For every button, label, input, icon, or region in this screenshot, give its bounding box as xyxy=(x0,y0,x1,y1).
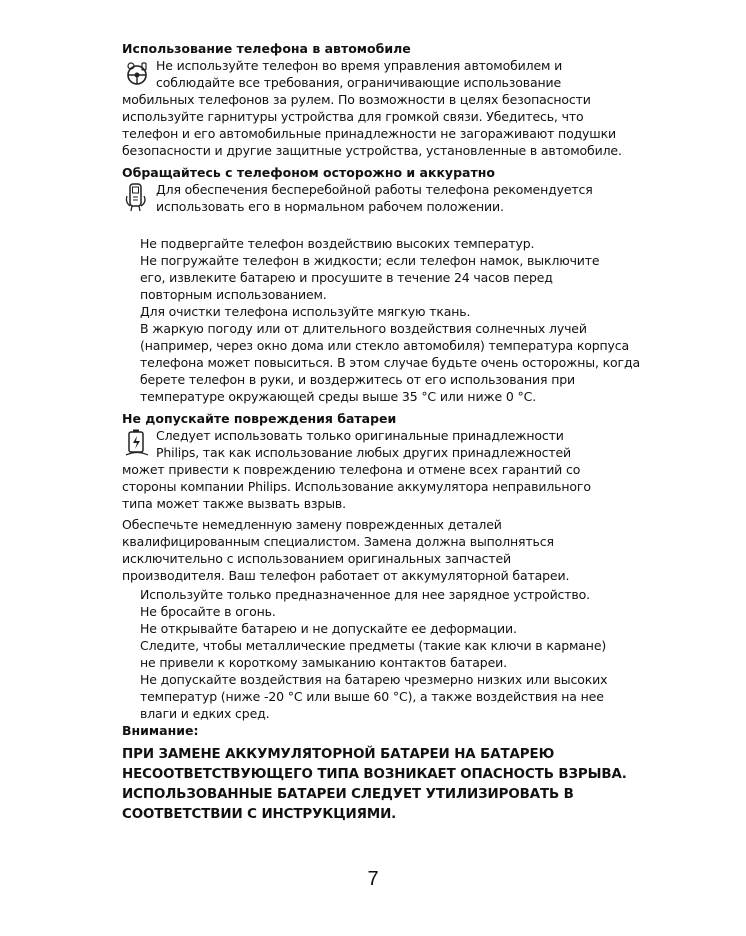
text-line: Обеспечьте немедленную замену поврежденных деталей xyxy=(122,517,502,532)
list-item: не привели к короткому замыканию контактов батареи. xyxy=(140,655,507,670)
text-line: Не используйте телефон во время управления автомобилем и xyxy=(156,58,563,73)
attention-block xyxy=(122,722,627,825)
text-line: производителя. Ваш телефон работает от аккумуляторной батареи. xyxy=(122,568,570,583)
warning-line: НЕСООТВЕТСТВУЮЩЕГО ТИПА ВОЗНИКАЕТ ОПАСНОСТЬ ВЗРЫВА. xyxy=(122,767,627,782)
text-line: стороны компании Philips. Использование аккумулятора неправильного xyxy=(122,479,591,494)
list-item: телефона может повыситься. В этом случае будьте очень осторожны, когда xyxy=(140,355,640,370)
text-line: исключительно с использованием оригинальных запчастей xyxy=(122,551,511,566)
text-line: Следует использовать только оригинальные принадлежности xyxy=(156,428,564,443)
text-line: может привести к повреждению телефона и отмене всех гарантий со xyxy=(122,462,581,477)
list-item: Для очистки телефона используйте мягкую ткань. xyxy=(140,304,471,319)
list-item: влаги и едких сред. xyxy=(140,706,270,721)
text-line: телефон и его автомобильные принадлежности не загораживают подушки xyxy=(122,126,616,141)
list-item: температур (ниже -20 °C или выше 60 °C), а также воздействия на нее xyxy=(140,689,604,704)
section-car xyxy=(122,40,627,159)
list-item: Следите, чтобы металлические предметы (такие как ключи в кармане) xyxy=(140,638,607,653)
section-care xyxy=(122,164,640,405)
text-line: соблюдайте все требования, ограничивающие использование xyxy=(156,75,562,90)
text-line: мобильных телефонов за рулем. По возможности в целях безопасности xyxy=(122,92,591,107)
battery-warning-icon xyxy=(122,428,152,458)
section-heading: Использование телефона в автомобиле xyxy=(122,41,411,56)
list-item: Не открывайте батарею и не допускайте ее деформации. xyxy=(140,621,517,636)
section-battery xyxy=(122,410,627,722)
list-item: (например, через окно дома или стекло автомобиля) температура корпуса xyxy=(140,338,630,353)
text-line: Philips, так как использование любых других принадлежностей xyxy=(156,445,572,460)
list-item: температуре окружающей среды выше 35 °C или ниже 0 °C. xyxy=(140,389,537,404)
list-item: берете телефон в руки, и воздержитесь от его использования при xyxy=(140,372,575,387)
list-item: Не погружайте телефон в жидкости; если телефон намок, выключите xyxy=(140,253,600,268)
driver-phone-icon xyxy=(122,60,152,90)
text-line: использовать его в нормальном рабочем положении. xyxy=(156,199,504,214)
list-item: Не подвергайте телефон воздействию высоких температур. xyxy=(140,236,535,251)
attention-label: Внимание: xyxy=(122,723,199,738)
text-line: используйте гарнитуры устройства для громкой связи. Убедитесь, что xyxy=(122,109,584,124)
section-heading: Не допускайте повреждения батареи xyxy=(122,411,397,426)
text-line: типа может также вызвать взрыв. xyxy=(122,496,346,511)
text-line: Для обеспечения бесперебойной работы телефона рекомендуется xyxy=(156,182,593,197)
warning-line: ИСПОЛЬЗОВАННЫЕ БАТАРЕИ СЛЕДУЕТ УТИЛИЗИРОВАТЬ В xyxy=(122,787,574,802)
phone-care-icon xyxy=(122,182,152,212)
section-heading: Обращайтесь с телефоном осторожно и аккуратно xyxy=(122,165,495,180)
text-line: безопасности и другие защитные устройства, установленные в автомобиле. xyxy=(122,143,622,158)
warning-line: СООТВЕТСТВИИ С ИНСТРУКЦИЯМИ. xyxy=(122,807,397,822)
page-number: 7 xyxy=(367,868,379,890)
text-line: квалифицированным специалистом. Замена должна выполняться xyxy=(122,534,554,549)
list-item: Не бросайте в огонь. xyxy=(140,604,276,619)
list-item: Не допускайте воздействия на батарею чрезмерно низких или высоких xyxy=(140,672,608,687)
warning-line: ПРИ ЗАМЕНЕ АККУМУЛЯТОРНОЙ БАТАРЕИ НА БАТАРЕЮ xyxy=(122,747,555,762)
list-item: В жаркую погоду или от длительного воздействия солнечных лучей xyxy=(140,321,587,336)
list-item: Используйте только предназначенное для нее зарядное устройство. xyxy=(140,587,590,602)
list-item: повторным использованием. xyxy=(140,287,327,302)
list-item: его, извлеките батарею и просушите в течение 24 часов перед xyxy=(140,270,553,285)
document-page xyxy=(122,40,640,825)
